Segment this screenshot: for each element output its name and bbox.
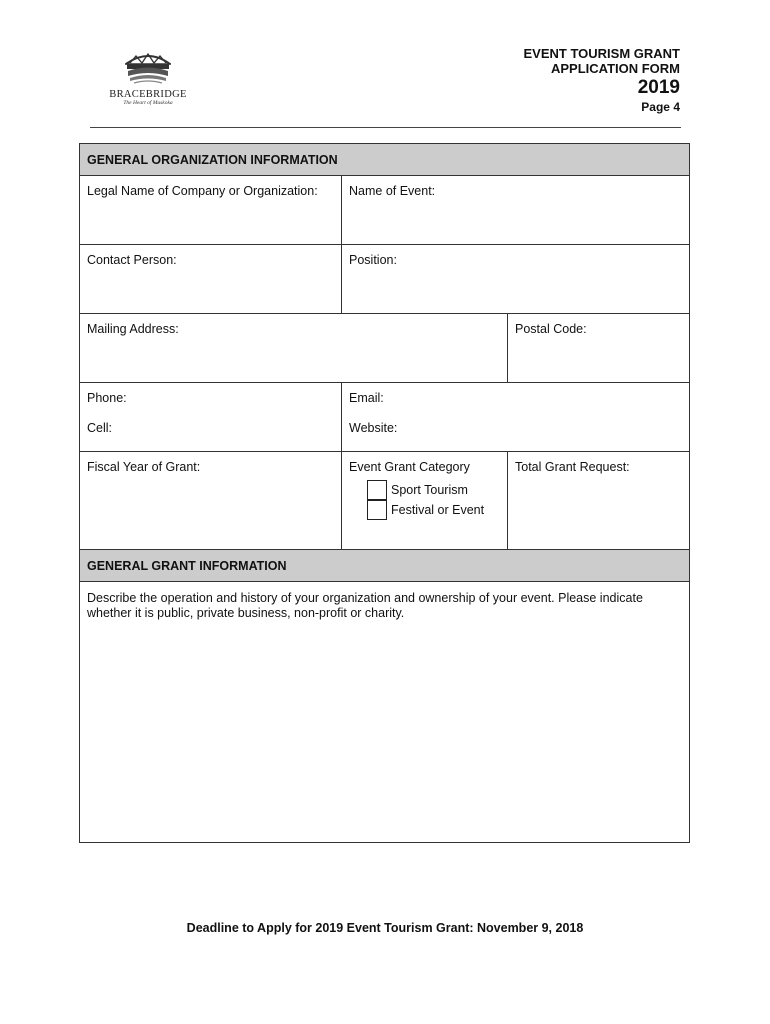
postal-code-label: Postal Code: <box>515 322 587 336</box>
position-field[interactable] <box>341 245 689 313</box>
row-grant-details <box>80 452 689 550</box>
grant-description-area[interactable] <box>80 582 689 842</box>
section-header-organization <box>80 144 689 176</box>
section-title-organization: GENERAL ORGANIZATION INFORMATION <box>87 152 338 167</box>
sport-tourism-checkbox[interactable] <box>367 480 387 500</box>
option-sport-tourism[interactable] <box>367 480 500 500</box>
event-grant-category-field <box>341 452 507 549</box>
logo-brand-text: BRACEBRIDGE <box>109 89 187 100</box>
phone-label: Phone: <box>87 391 127 405</box>
row-contact <box>80 245 689 314</box>
legal-name-field[interactable] <box>80 176 341 244</box>
postal-code-field[interactable] <box>507 314 689 382</box>
legal-name-label: Legal Name of Company or Organization: <box>87 184 318 198</box>
contact-person-label: Contact Person: <box>87 253 177 267</box>
contact-person-field[interactable] <box>80 245 341 313</box>
header-title-line1: EVENT TOURISM GRANT <box>523 46 680 61</box>
email-website-field[interactable] <box>341 383 689 451</box>
email-label: Email: <box>349 391 384 405</box>
header-year: 2019 <box>637 77 680 98</box>
sport-tourism-label: Sport Tourism <box>391 483 468 497</box>
position-label: Position: <box>349 253 397 267</box>
header-divider <box>90 127 681 128</box>
row-phone-email <box>80 383 689 452</box>
section-title-grant: GENERAL GRANT INFORMATION <box>87 558 287 573</box>
phone-cell-field[interactable] <box>80 383 341 451</box>
mailing-address-field[interactable] <box>80 314 507 382</box>
event-name-field[interactable] <box>341 176 689 244</box>
form-header <box>524 46 681 114</box>
grant-description-prompt: Describe the operation and history of your organization and ownership of your event. Please indicate whether it is public, private business, non-profit or charity. <box>87 591 643 620</box>
festival-event-label: Festival or Event <box>391 503 485 517</box>
total-grant-request-field[interactable] <box>507 452 689 549</box>
row-address <box>80 314 689 383</box>
page-number: Page 4 <box>641 100 680 114</box>
fiscal-year-label: Fiscal Year of Grant: <box>87 460 201 474</box>
fiscal-year-field[interactable] <box>80 452 341 549</box>
website-label: Website: <box>349 421 398 435</box>
bridge-logo-icon <box>122 50 174 88</box>
option-festival-event[interactable] <box>367 500 500 520</box>
cell-label: Cell: <box>87 421 113 435</box>
header-title-line2: APPLICATION FORM <box>550 61 680 76</box>
application-form <box>79 143 690 843</box>
deadline-footer: Deadline to Apply for 2019 Event Tourism Grant: November 9, 2018 <box>186 921 584 935</box>
section-header-grant <box>80 550 689 582</box>
event-name-label: Name of Event: <box>349 184 436 198</box>
logo-tagline: The Heart of Muskoka <box>123 100 173 106</box>
row-names <box>80 176 689 245</box>
mailing-address-label: Mailing Address: <box>87 322 179 336</box>
event-grant-category-label: Event Grant Category <box>349 460 470 474</box>
total-grant-request-label: Total Grant Request: <box>515 460 630 474</box>
festival-event-checkbox[interactable] <box>367 500 387 520</box>
bracebridge-logo <box>107 50 189 112</box>
